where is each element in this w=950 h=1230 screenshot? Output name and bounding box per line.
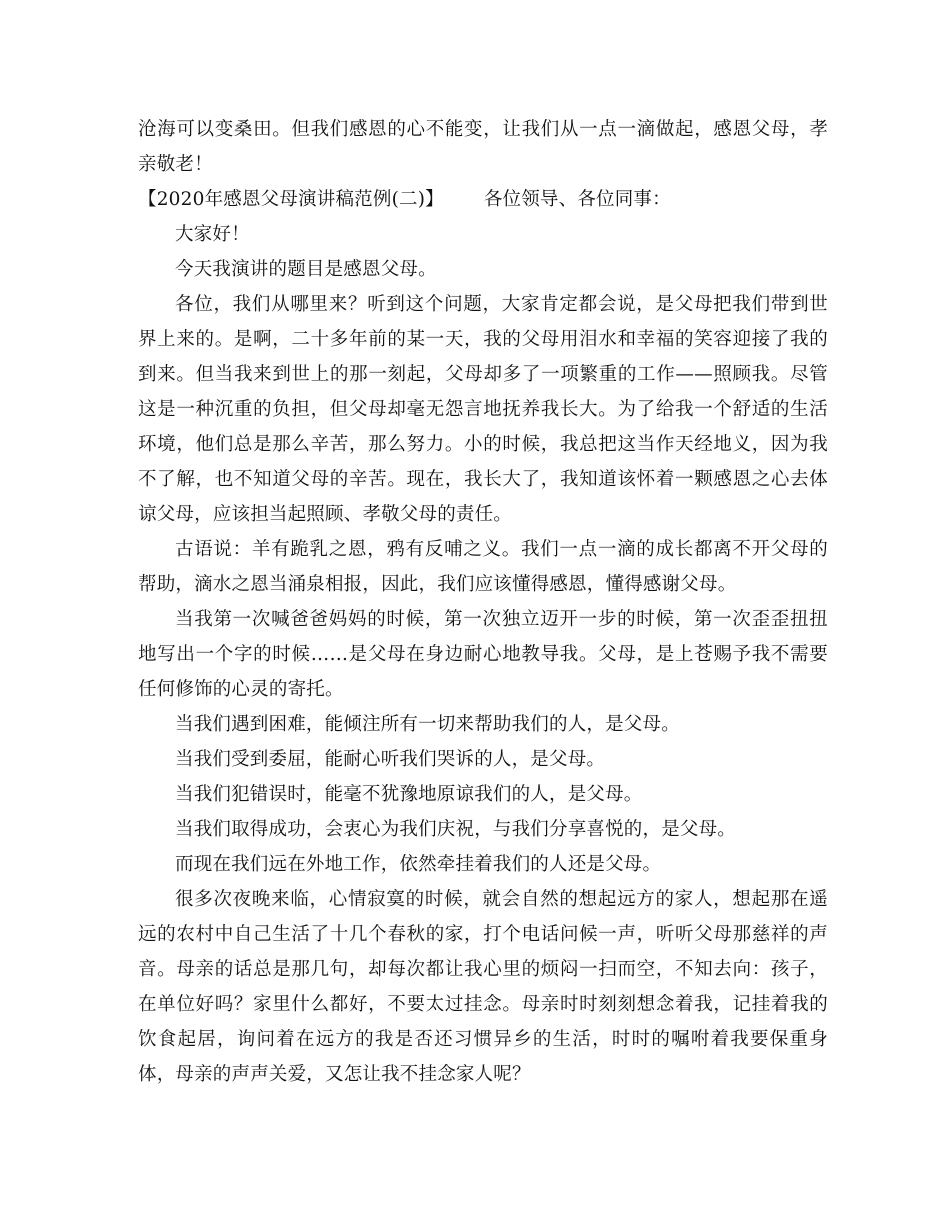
section-title: 【2020年感恩父母演讲稿范例(二)】 <box>138 189 444 210</box>
salutation: 各位领导、各位同事： <box>483 189 671 210</box>
paragraph-grievance: 当我们受到委屈，能耐心听我们哭诉的人，是父母。 <box>175 749 606 770</box>
opening-paragraph: 沧海可以变桑田。但我们感恩的心不能变，让我们从一点一滴做起，感恩父母，孝亲敬老！ <box>138 119 828 175</box>
paragraph-far-away: 而现在我们远在外地工作，依然牵挂着我们的人还是父母。 <box>175 854 662 875</box>
paragraph-first-times: 当我第一次喊爸爸妈妈的时候，第一次独立迈开一步的时候，第一次歪歪扭扭地写出一个字的时候……是父母在身边耐心地教导我。父母，是上苍赐予我不需要任何修饰的心灵的寄托。 <box>138 609 828 700</box>
paragraph-success: 当我们取得成功，会衷心为我们庆祝，与我们分享喜悦的，是父母。 <box>175 819 737 840</box>
paragraph-mistake: 当我们犯错误时，能毫不犹豫地原谅我们的人，是父母。 <box>175 784 643 805</box>
paragraph-difficulty: 当我们遇到困难，能倾注所有一切来帮助我们的人，是父母。 <box>175 714 680 735</box>
paragraph-missing-home: 很多次夜晚来临，心情寂寞的时候，就会自然的想起远方的家人，想起那在遥远的农村中自己生活了十几个春秋的家，打个电话问候一声，听听父母那慈祥的声音。母亲的话总是那几句，却每次都让我心里的烦闷一扫而空，不知去向：孩子，在单位好吗？家里什么都好，不要太过挂念。母亲时时刻刻想念着我，记挂着我的饮食起居，询问着在远方的我是否还习惯异乡的生活，时时的嘱咐着我要保重身体，母亲的声声关爱，又怎让我不挂念家人呢？ <box>138 889 828 1085</box>
paragraph-proverb: 古语说：羊有跪乳之恩，鸦有反哺之义。我们一点一滴的成长都离不开父母的帮助，滴水之恩当涌泉相报，因此，我们应该懂得感恩，懂得感谢父母。 <box>138 539 828 595</box>
paragraph-where-from: 各位，我们从哪里来？听到这个问题，大家肯定都会说，是父母把我们带到世界上来的。是啊，二十多年前的某一天，我的父母用泪水和幸福的笑容迎接了我的到来。但当我来到世上的那一刻起，父母却多了一项繁重的工作——照顾我。尽管这是一种沉重的负担，但父母却毫无怨言地抚养我长大。为了给我一个舒适的生活环境，他们总是那么辛苦，那么努力。小的时候，我总把这当作天经地义，因为我不了解，也不知道父母的辛苦。现在，我长大了，我知道该怀着一颗感恩之心去体谅父母，应该担当起照顾、孝敬父母的责任。 <box>138 294 828 525</box>
paragraph-greeting: 大家好！ <box>175 224 250 245</box>
section-heading-line <box>138 182 828 217</box>
document-body <box>138 112 828 1092</box>
paragraph-topic: 今天我演讲的题目是感恩父母。 <box>175 259 437 280</box>
